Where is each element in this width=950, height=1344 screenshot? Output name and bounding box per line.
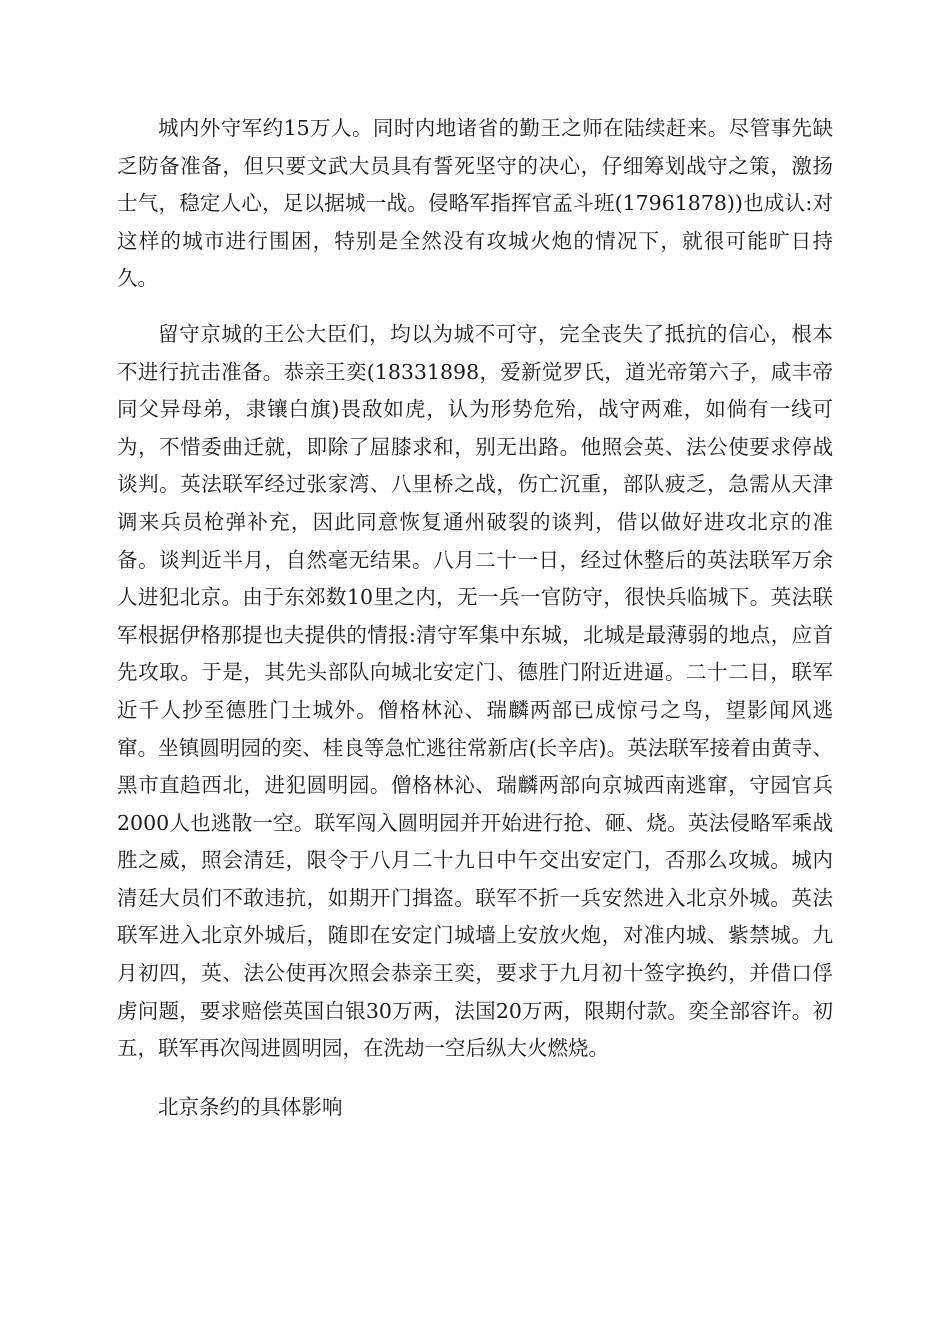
document-body	[117, 110, 833, 1126]
paragraph-fall-of-beijing: 留守京城的王公大臣们，均以为城不可守，完全丧失了抵抗的信心，根本不进行抗击准备。恭亲王奕(18331898，爱新觉罗氏，道光帝第六子，咸丰帝同父异母弟，隶镶白旗)畏敌如虎，认为形势危殆，战守两难，如倘有一线可为，不惜委曲迁就，即除了屈膝求和，别无出路。他照会英、法公使要求停战谈判。英法联军经过张家湾、八里桥之战，伤亡沉重，部队疲乏，急需从天津调来兵员枪弹补充，因此同意恢复通州破裂的谈判，借以做好进攻北京的准备。谈判近半月，自然毫无结果。八月二十一日，经过休整后的英法联军万余人进犯北京。由于东郊数10里之内，无一兵一官防守，很快兵临城下。英法联军根据伊格那提也夫提供的情报:清守军集中东城，北城是最薄弱的地点，应首先攻取。于是，其先头部队向城北安定门、德胜门附近进逼。二十二日，联军近千人抄至德胜门土城外。僧格林沁、瑞麟两部已成惊弓之鸟，望影闻风逃窜。坐镇圆明园的奕、桂良等急忙逃往常新店(长辛店)。英法联军接着由黄寺、黑市直趋西北，进犯圆明园。僧格林沁、瑞麟两部向京城西南逃窜，守园官兵2000人也逃散一空。联军闯入圆明园并开始进行抢、砸、烧。英法侵略军乘战胜之威，照会清廷，限令于八月二十九日中午交出安定门，否那么攻城。城内清廷大员们不敢违抗，如期开门揖盗。联军不折一兵安然进入北京外城。英法联军进入北京外城后，随即在安定门城墙上安放火炮，对准内城、紫禁城。九月初四，英、法公使再次照会恭亲王奕，要求于九月初十签字换约，并借口俘虏问题，要求赔偿英国白银30万两，法国20万两，限期付款。奕全部容许。初五，联军再次闯进圆明园，在洗劫一空后纵大火燃烧。	[117, 321, 833, 1061]
section-heading-treaty-impact: 北京条约的具体影响	[158, 1094, 343, 1119]
paragraph-defense-situation: 城内外守军约15万人。同时内地诸省的勤王之师在陆续赶来。尽管事先缺乏防备准备，但只要文武大员具有誓死坚守的决心，仔细筹划战守之策，激扬士气，稳定人心，足以据城一战。侵略军指挥官孟斗班(17961878))也成认:对这样的城市进行围困，特别是全然没有攻城火炮的情况下，就很可能旷日持久。	[117, 116, 833, 291]
